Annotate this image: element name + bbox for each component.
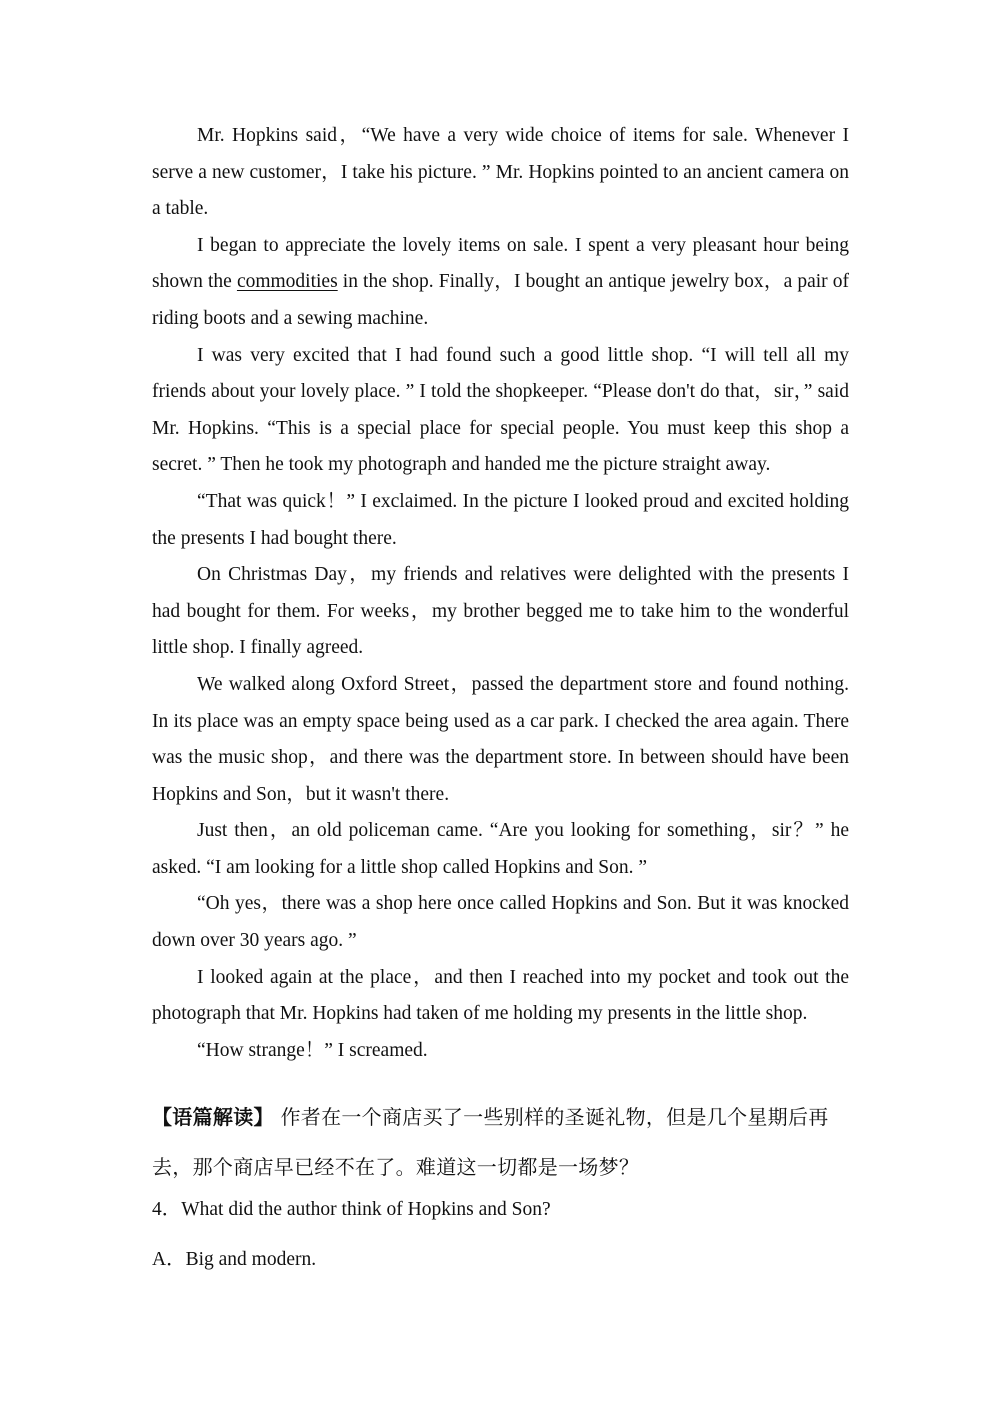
option-a: A．Big and modern. <box>152 1249 317 1270</box>
analysis-label: 【语篇解读】 <box>152 1105 274 1129</box>
passage-paragraph-6: We walked along Oxford Street，passed the department store and found nothing. In its place was an empty space being used as a car park. I checked the area again. There was the music shop，and there was the department store. In between should have been Hopkins and Son，but it wasn't there. <box>152 673 849 805</box>
question-4: 4．What did the author think of Hopkins and Son? <box>152 1199 551 1220</box>
passage-paragraph-5: On Christmas Day，my friends and relatives were delighted with the presents I had bought for them. For weeks，my brother begged me to take him to the wonderful little shop. I finally agreed. <box>152 564 849 659</box>
passage-paragraph-8: “Oh yes，there was a shop here once called Hopkins and Son. But it was knocked down over 30 years ago. ” <box>152 893 849 952</box>
passage-paragraph-2-start: I began to appreciate the lovely items on sale. I spent a very pleasant hour being shown the <box>152 234 849 293</box>
passage-paragraph-4: “That was quick！” I exclaimed. In the picture I looked proud and excited holding the presents I had bought there. <box>152 490 849 549</box>
passage-paragraph-2-end: in the shop. Finally，I bought an antique jewelry box，a pair of riding boots and a sewing machine. <box>152 271 849 329</box>
passage-paragraph-3: I was very excited that I had found such a good little shop. “I will tell all my friends about your lovely place. ” I told the shopkeeper. “Please don't do that，sir，” said Mr. Hopkins. “This is a special place for special people. You must keep this shop a secret. ” Then he took my photograph and handed me the picture straight away. <box>152 344 849 476</box>
analysis-text: 作者在一个商店买了一些别样的圣诞礼物，但是几个星期后再去，那个商店早已经不在了。难道这一切都是一场梦？ <box>152 1105 829 1179</box>
passage-paragraph-2 <box>152 228 849 338</box>
passage-paragraph-7: Just then，an old policeman came. “Are you looking for something，sir？” he asked. “I am looking for a little shop called Hopkins and Son. ” <box>152 820 849 878</box>
passage-paragraph-10: “How strange！” I screamed. <box>197 1039 428 1061</box>
reading-passage <box>152 118 849 1069</box>
passage-analysis <box>152 1092 857 1192</box>
passage-paragraph-1: Mr. Hopkins said，“We have a very wide choice of items for sale. Whenever I serve a new customer，I take his picture. ” Mr. Hopkins pointed to an ancient camera on a table. <box>152 125 849 220</box>
underlined-word-commodities: commodities <box>236 271 338 293</box>
passage-paragraph-9: I looked again at the place，and then I reached into my pocket and took out the photograph that Mr. Hopkins had taken of me holding my presents in the little shop. <box>152 966 849 1025</box>
